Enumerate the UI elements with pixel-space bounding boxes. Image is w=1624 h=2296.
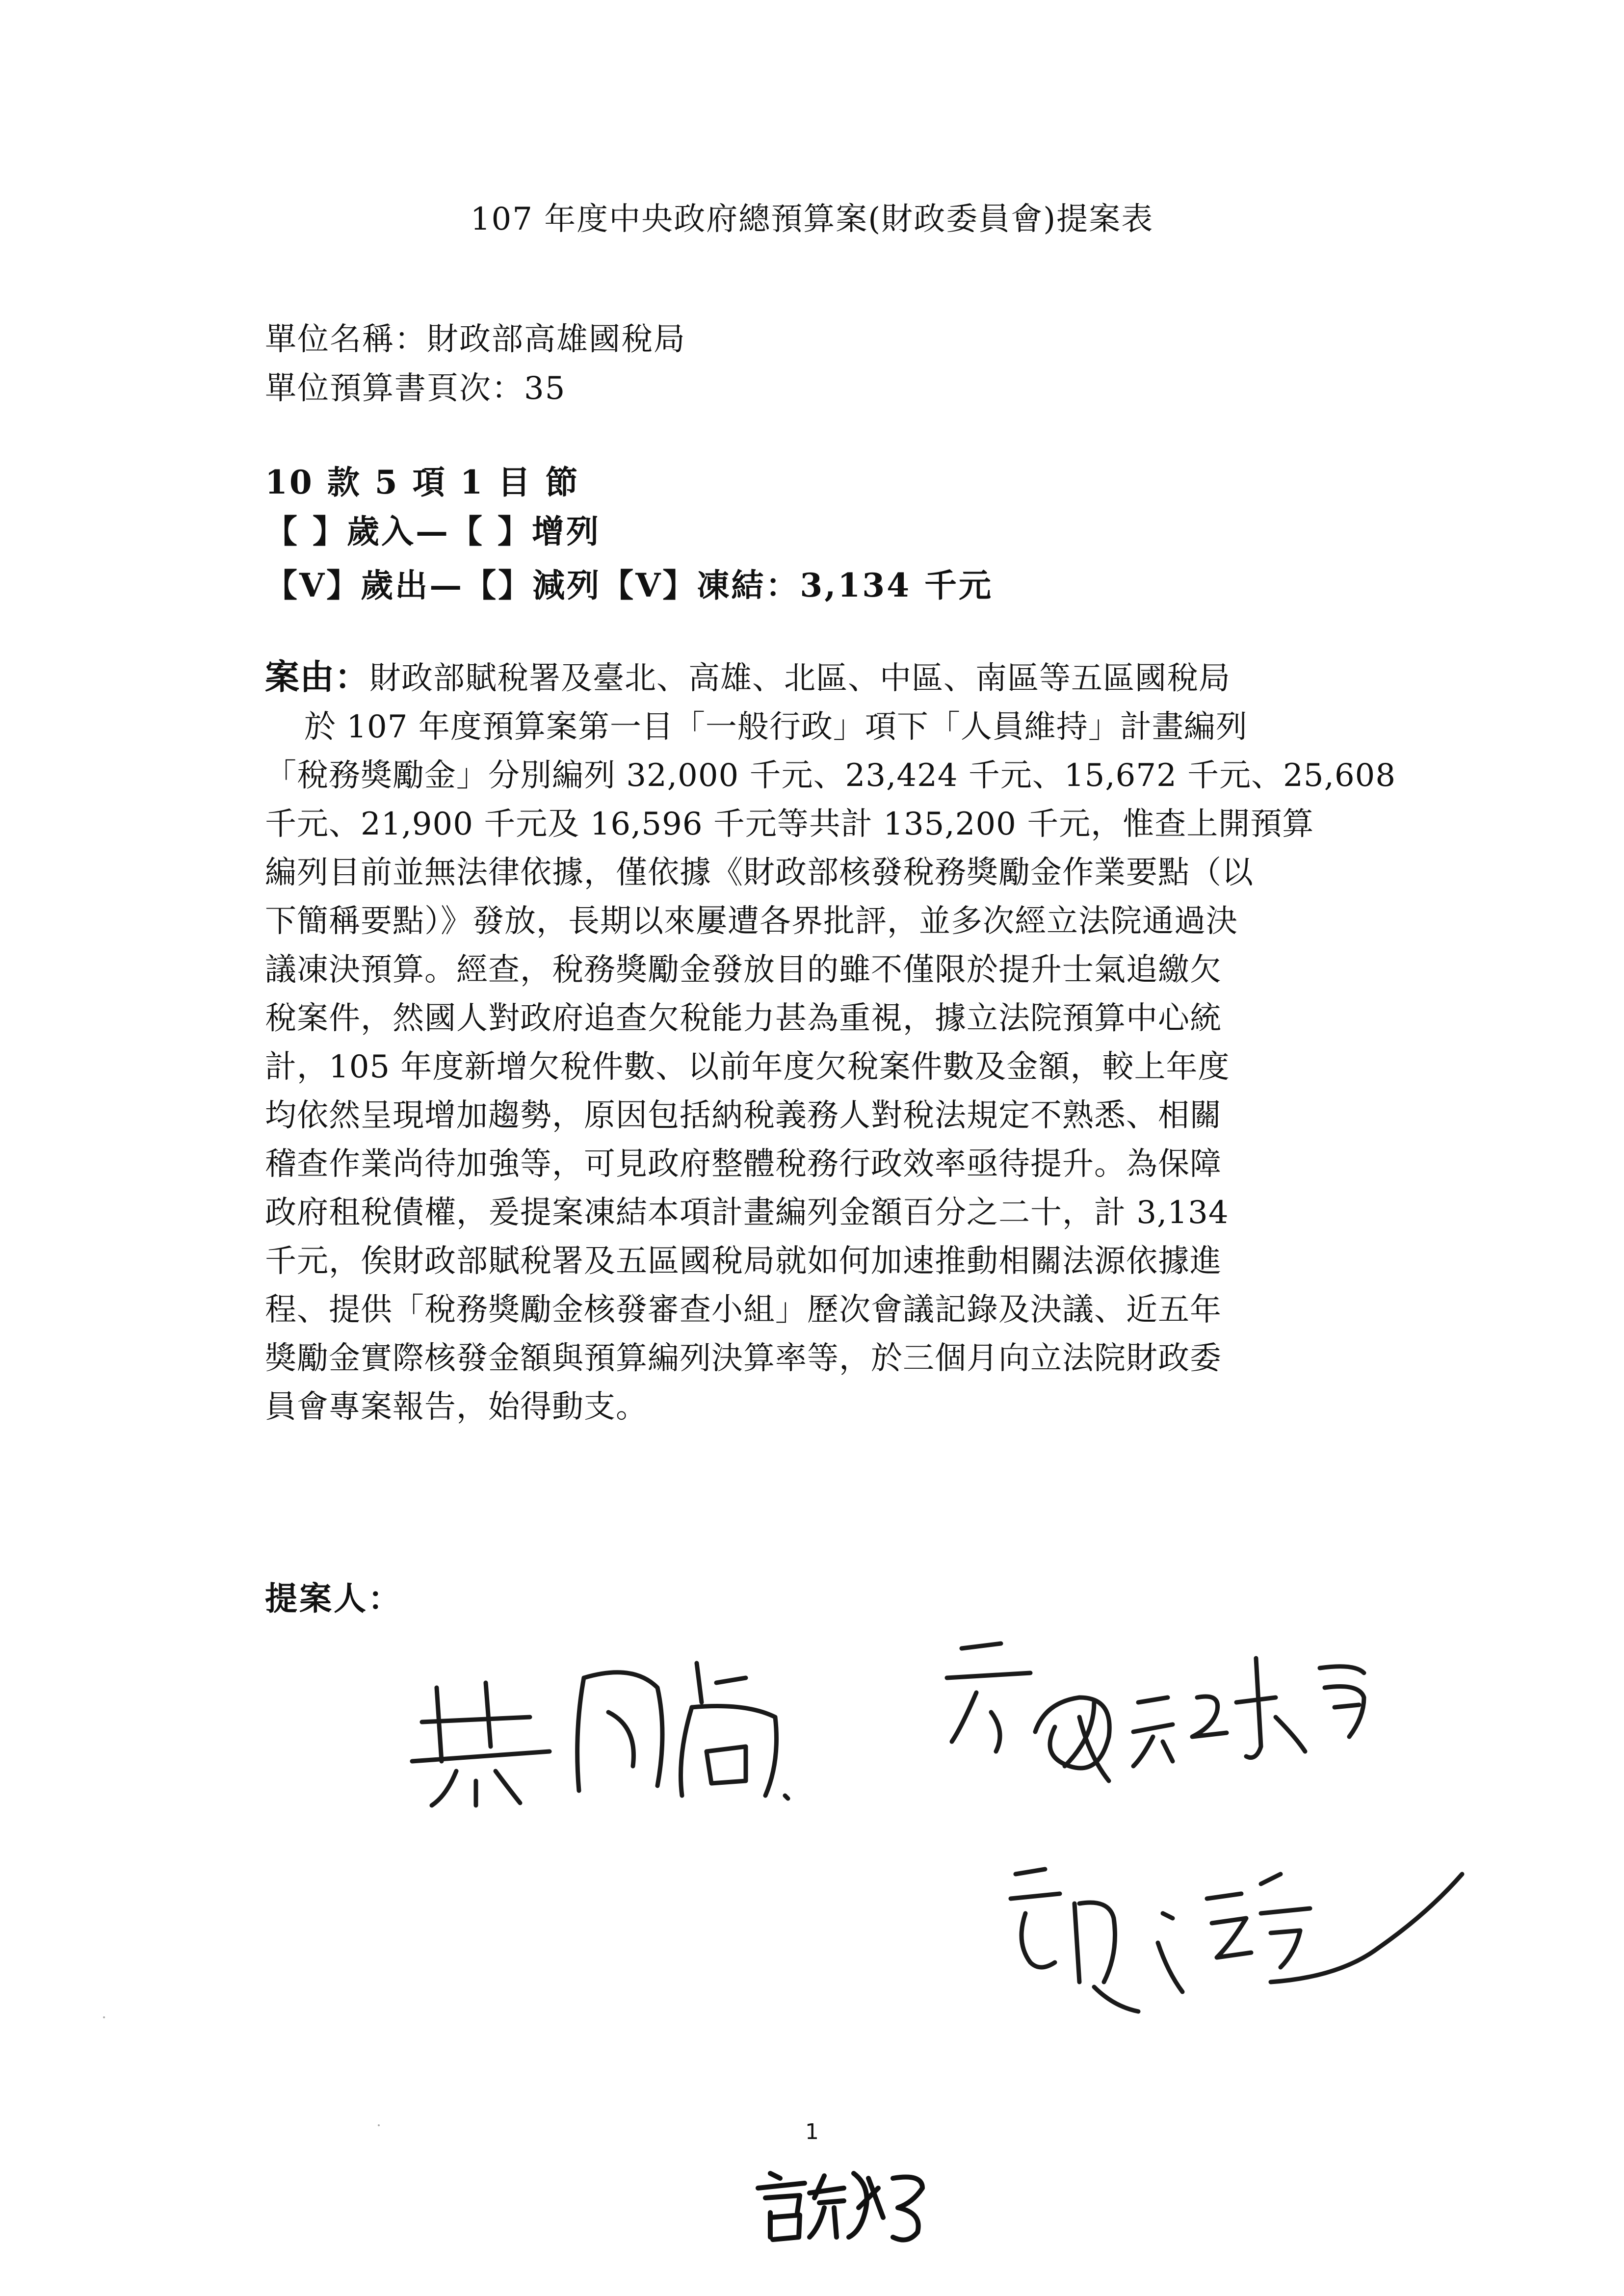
signature-2 xyxy=(932,1619,1447,1825)
proposer-label: 提案人： xyxy=(265,1579,402,1618)
reason-line: 「稅務獎勵金」分別編列 32,000 千元、23,424 千元、15,672 千元、25,608 xyxy=(265,757,1396,794)
signature-1 xyxy=(402,1634,868,1820)
reason-label: 案由： xyxy=(265,656,369,697)
section-line-3: 【V】歲出—【】減列【V】凍結：3,134 千元 xyxy=(265,566,994,604)
reason-line: 於 107 年度預算案第一目「一般行政」項下「人員維持」計畫編列 xyxy=(304,709,1248,745)
reason-line: 案由：財政部賦稅署及臺北、高雄、北區、中區、南區等五區國稅局 xyxy=(265,656,1231,697)
reason-line: 下簡稱要點）》發放，長期以來屢遭各界批評，並多次經立法院通過決 xyxy=(265,903,1238,939)
reason-line: 編列目前並無法律依據，僅依據《財政部核發稅務獎勵金作業要點（以 xyxy=(265,855,1254,891)
reason-line: 員會專案報告，始得動支。 xyxy=(265,1389,648,1425)
reason-line: 稅案件，然國人對政府追查欠稅能力甚為重視，據立法院預算中心統 xyxy=(265,1000,1222,1037)
signature-4 xyxy=(751,2159,937,2247)
scan-speck xyxy=(103,2016,105,2018)
reason-line: 獎勵金實際核發金額與預算編列決算率等，於三個月向立法院財政委 xyxy=(265,1340,1222,1377)
section-line-1: 10 款 5 項 1 目 節 xyxy=(265,463,580,501)
reason-line: 程、提供「稅務獎勵金核發審查小組」歷次會議記錄及決議、近五年 xyxy=(265,1292,1222,1328)
reason-line: 千元、21,900 千元及 16,596 千元等共計 135,200 千元，惟查上開預算 xyxy=(265,806,1314,842)
signature-3 xyxy=(996,1845,1487,2031)
document-title: 107 年度中央政府總預算案(財政委員會)提案表 xyxy=(470,201,1154,237)
reason-line: 政府租稅債權，爰提案凍結本項計畫編列金額百分之二十，計 3,134 xyxy=(265,1195,1229,1231)
reason-line: 均依然呈現增加趨勢，原因包括納稅義務人對稅法規定不熟悉、相關 xyxy=(265,1097,1222,1134)
reason-line: 稽查作業尚待加強等，可見政府整體稅務行政效率亟待提升。為保障 xyxy=(265,1146,1222,1182)
reason-line: 議凍決預算。經查，稅務獎勵金發放目的雖不僅限於提升士氣追繳欠 xyxy=(265,952,1222,988)
reason-line: 千元，俟財政部賦稅署及五區國稅局就如何加速推動相關法源依據進 xyxy=(265,1243,1222,1279)
page-number: 1 xyxy=(805,2119,819,2144)
reason-paragraph xyxy=(265,652,1403,1432)
unit-budget-page: 單位預算書頁次：35 xyxy=(265,370,566,407)
scan-speck xyxy=(378,2124,380,2126)
unit-name: 單位名稱：財政部高雄國稅局 xyxy=(265,321,686,358)
section-line-2: 【 】歲入—【 】增列 xyxy=(265,512,601,550)
reason-line: 計，105 年度新增欠稅件數、以前年度欠稅案件數及金額，較上年度 xyxy=(265,1049,1230,1085)
